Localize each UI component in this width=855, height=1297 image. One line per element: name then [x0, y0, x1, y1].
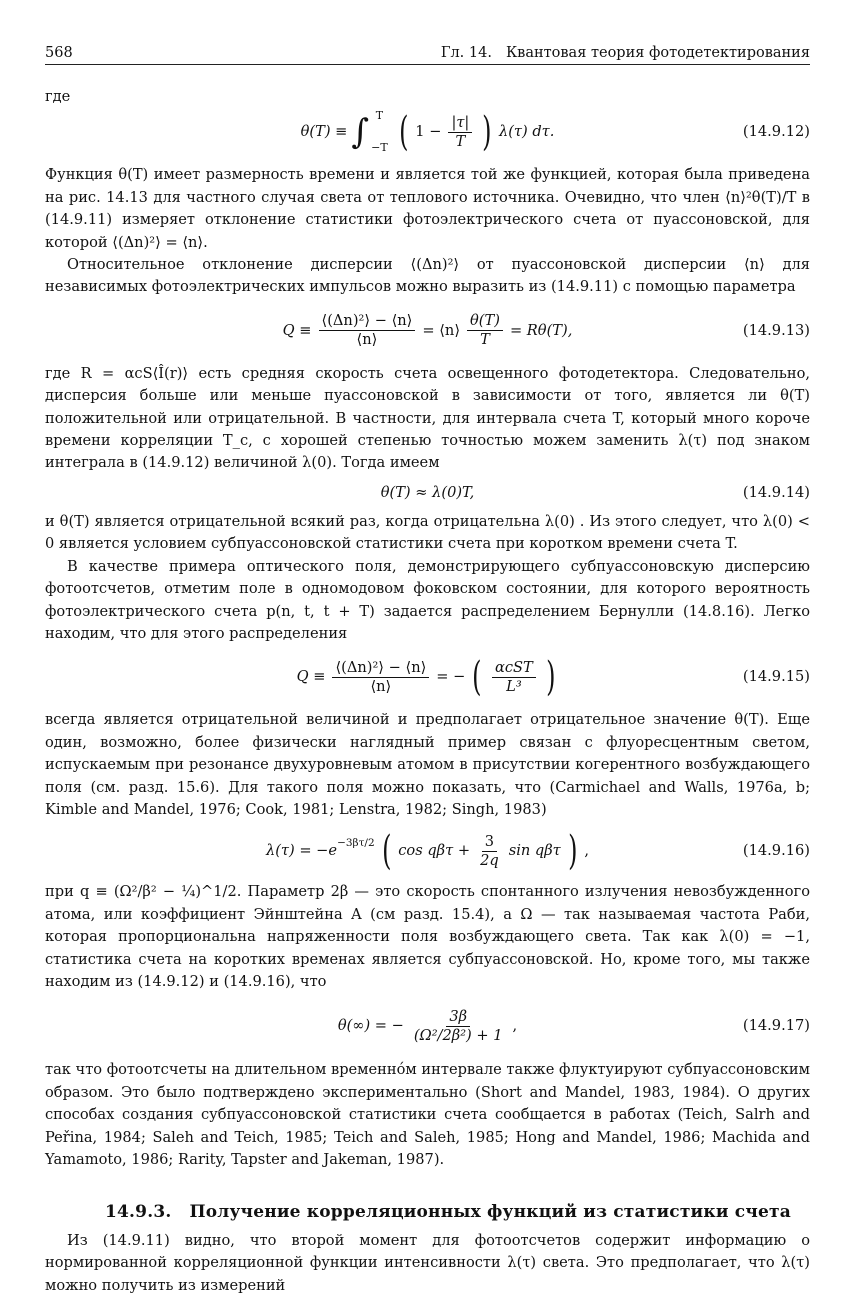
eq15-frac2-num: αcST [492, 659, 536, 678]
eq12-frac-num: |τ| [448, 114, 472, 133]
paragraph-7: при q ≡ (Ω²/β² − ¼)^1/2. Параметр 2β — это скорость спонтанного излучения невозбужденного атома, или коэффициент Эйнштейна A (см разд. 15.4), а Ω — так называемая частота Раби, которая пропорциональна напряженности поля возбуждающего света. Так как λ(0) = −1, статистика счета на коротких временах является субпуассоновской. Но, кроме того, мы также находим из (14.9.12) и (14.9.16), что [45, 883, 810, 990]
left-paren: ( [472, 654, 482, 701]
eq15-lhs: Q ≡ [296, 668, 326, 686]
eq16-fraction [477, 833, 502, 870]
running-head [441, 42, 810, 64]
paragraph-9: Из (14.9.11) видно, что второй момент для фотоотсчетов содержит информацию о нормированной корреляционной функции интенсивности λ(τ) света. Это предполагает, что λ(τ) можно получить из измерений [45, 1231, 810, 1294]
integral-lower: −T [371, 141, 388, 155]
eq13-lhs: Q ≡ [282, 321, 312, 339]
eq16-cos: cos qβτ + [398, 842, 471, 860]
eq15-fraction-1 [332, 659, 429, 696]
right-paren: ) [567, 828, 578, 875]
eq16-lhs: λ(τ) = −e [265, 842, 338, 860]
page-number: 568 [45, 45, 73, 61]
eq16-frac-den: 2q [480, 851, 499, 869]
section-number: 14.9.3. [105, 1202, 172, 1223]
chapter-label: Гл. 14. [440, 45, 492, 61]
eq16-sin: sin qβτ [508, 842, 561, 860]
left-paren: ( [398, 109, 409, 156]
page-body [45, 86, 810, 1297]
eq16-frac-num: 3 [482, 833, 497, 852]
intro-word: где [45, 88, 71, 105]
eq17-fraction [411, 1008, 506, 1045]
eq13-tail: = Rθ(T), [509, 321, 573, 339]
integral-sign: ∫ [351, 112, 370, 153]
page-header [45, 42, 810, 65]
equation-number: (14.9.14) [742, 483, 810, 501]
eq14-body: θ(T) ≈ λ(0)T, [380, 483, 475, 501]
left-paren: ( [381, 828, 392, 875]
equation-number: (14.9.17) [742, 1017, 810, 1035]
eq15-frac2-den: L³ [506, 677, 522, 695]
eq16-tail: , [584, 842, 590, 860]
right-paren: ) [545, 654, 556, 701]
paragraph-2: Относительное отклонение дисперсии ⟨(Δn)²⟩ от пуассоновской дисперсии ⟨n⟩ для независимых фотоэлектрических импульсов можно выразить из (14.9.11) с помощью параметра [45, 256, 810, 296]
equation-number: (14.9.13) [742, 321, 810, 339]
eq15-mid: = − [436, 668, 466, 686]
eq17-frac-den: (Ω²/2β²) + 1 [413, 1026, 503, 1044]
paragraph-6: всегда является отрицательной величиной и предполагает отрицательное значение θ(T). Еще один, возможно, более физически наглядный пример связан с флуоресцентным светом, испускаемым при резонансе двухуровневым атомом в присутствии когерентного возбуждающего поля (см. разд. 15.6). Для такого поля можно показать, что (Carmichael and Walls, 1976a, b; Kimble and Mandel, 1976; Cook, 1981; Lenstra, 1982; Singh, 1983) [45, 711, 810, 818]
eq12-fraction [448, 114, 472, 151]
eq15-fraction-2 [492, 659, 536, 696]
eq13-frac1-den: ⟨n⟩ [356, 331, 378, 349]
eq13-frac2-den: T [480, 331, 490, 349]
paragraph-4: и θ(T) является отрицательной всякий раз, когда отрицательна λ(0) . Из этого следует, что λ(0) < 0 является условием субпуассоновской статистики счета при коротком времени счета T. [45, 512, 810, 553]
eq13-frac2-num: θ(T) [467, 312, 503, 331]
integral-upper: T [375, 109, 384, 123]
equation-number: (14.9.16) [742, 842, 810, 860]
eq13-fraction-2 [467, 312, 503, 349]
paragraph-3: где R = αcS⟨Î(r)⟩ есть средняя скорость счета освещенного фотодетектора. Следовательно, дисперсия больше или меньше пуассоновской в зависимости от того, является ли θ(T) положительной или отрицательной. В частности, для интервала счета T, который много короче времени корреляции T_c, с хорошей степенью точностью можем заменить λ(τ) под знаком интеграла в (14.9.12) величиной λ(0). Тогда имеем [45, 364, 810, 472]
equation-14-9-12 [45, 100, 810, 164]
eq12-one-minus: 1 − [415, 123, 442, 141]
section-spacer [45, 1171, 810, 1201]
equation-14-9-13 [45, 299, 810, 363]
equation-14-9-14 [45, 475, 810, 511]
eq12-frac-den: T [455, 132, 466, 150]
eq13-fraction-1 [319, 312, 416, 349]
section-title: Получение корреляционных функций из статистики счета [189, 1202, 791, 1223]
equation-number: (14.9.12) [742, 123, 810, 141]
eq12-lhs: θ(T) ≡ [300, 123, 348, 141]
eq15-frac1-num: ⟨(Δn)²⟩ − ⟨n⟩ [332, 659, 429, 678]
eq13-mid: = ⟨n⟩ [422, 321, 461, 339]
eq13-frac1-num: ⟨(Δn)²⟩ − ⟨n⟩ [319, 312, 416, 331]
integral-limits [371, 110, 388, 154]
equation-number: (14.9.15) [742, 668, 810, 686]
paragraph-8: так что фотоотсчеты на длительном временнóм интервале также флуктуируют субпуассоновским образом. Это было подтверждено экспериментально (Short and Mandel, 1983, 1984). О других способах создания субпуассоновской статистики счета сообщается в работах (Teich, Salrh and Peřina, 1984; Saleh and Teich, 1985; Teich and Saleh, 1985; Hong and Mandel, 1986; Machida and Yamamoto, 1986; Rarity, Tapster and Jakeman, 1987). [45, 1061, 810, 1168]
eq17-tail: , [512, 1017, 518, 1035]
eq17-lhs: θ(∞) = − [337, 1017, 404, 1035]
eq17-frac-num: 3β [446, 1008, 470, 1027]
right-paren: ) [482, 109, 492, 156]
eq15-frac1-den: ⟨n⟩ [370, 677, 392, 695]
eq12-tail: λ(τ) dτ. [498, 123, 555, 141]
paragraph-5: В качестве примера оптического поля, демонстрирующего субпуассоновскую дисперсию фотоотсчетов, отметим поле в одномодовом фоковском состоянии, для которого вероятность фотоэлектрического счета p(n, t, t + T) задается распределением Бернулли (14.8.16). Легко находим, что для этого распределения [45, 557, 810, 642]
equation-14-9-15 [45, 645, 810, 709]
equation-14-9-16: λ(τ) = −e $^{-3\beta\tau/2}$ ( cos qβτ + $\frac{3}{2q}$ sin qβτ ) , (14.9.16) [265, 828, 810, 875]
section-heading [105, 1201, 810, 1223]
chapter-title: Квантовая теория фотодетектирования [505, 45, 810, 61]
paragraph-1: Функция θ(T) имеет размерность времени и является той же функцией, которая была приведена на рис. 14.13 для частного случая света от теплового источника. Очевидно, что член ⟨n⟩²θ(T)/T в (14.9.11) измеряет отклонение статистики фотоэлектрического счета от пуассоновской, для которой ⟨(Δn)²⟩ = ⟨n⟩. [45, 166, 810, 251]
equation-14-9-17 [45, 993, 810, 1059]
